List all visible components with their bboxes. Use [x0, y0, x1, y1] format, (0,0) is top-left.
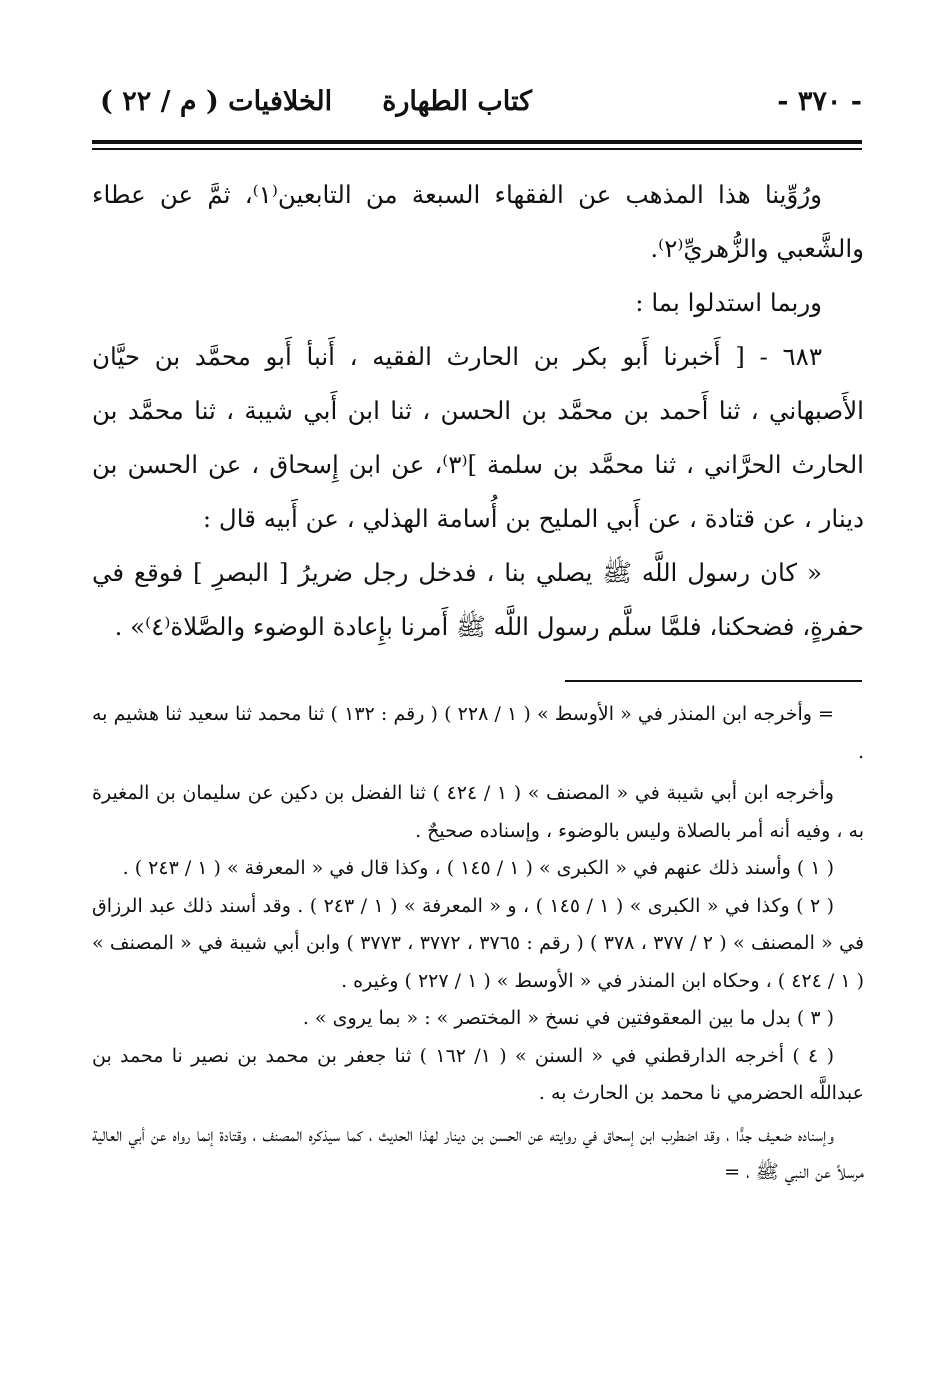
page-header	[92, 80, 862, 126]
footnote-4: ( ٤ ) أخرجه الدارقطني في « السنن » ( ١/ ١٦٢ ) ثنا جعفر بن محمد بن نصير نا محمد بن عبداللَّه الحضرمي نا محمد بن الحارث به .	[92, 1044, 864, 1104]
hadith-matn: « كان رسول اللَّه ﷺ يصلي بنا ، فدخل رجل ضريرُ [ البصرِ ] فوقع في حفرةٍ، فضحكنا، فلمَّا سلَّم رسول اللَّه ﷺ أَمرنا بإِعادة الوضوء والصَّلاة⁽٤⁾» .	[92, 558, 864, 641]
footnotes	[92, 696, 864, 1192]
hadith-isnad: ٦٨٣ - [ أَخبرنا أَبو بكر بن الحارث الفقيه ، أَنبأ أَبو محمَّد بن حيَّان الأَصبهاني ، ثنا أَحمد بن محمَّد بن الحسن ، ثنا ابن أَبي شيبة ، ثنا محمَّد بن الحارث الحرَّاني ، ثنا محمَّد بن سلمة ]⁽٣⁾، عن ابن إِسحاق ، عن الحسن بن دينار ، عن قتادة ، عن أَبي المليح بن أُسامة الهذلي ، عن أَبيه قال :	[92, 342, 864, 533]
series-title: الخلافيات ( م / ٢٢ )	[100, 86, 333, 117]
footnote-4-continued: وإسناده ضعيف جدًّا ، وقد اضطرب ابن إسحاق في روايته عن الحسن بن دينار لهذا الحديث ، كما سيذكره المصنف ، وقتادة إنما رواه عن أبي العالية مرسلاً عن النبي ﷺ ، =	[92, 1123, 864, 1183]
book-chapter-title: كتاب الطهارة	[382, 86, 532, 117]
header-rule-thin	[92, 148, 862, 150]
page-number: - ٣٧٠ -	[777, 86, 862, 117]
footnote-2: ( ٢ ) وكذا في « الكبرى » ( ١ / ١٤٥ ) ، و « المعرفة » ( ١ / ٢٤٣ ) . وقد أسند ذلك عبد الرزاق في « المصنف » ( ٢ / ٣٧٧ ، ٣٧٨ ) ( رقم : ٣٧٦٥ ، ٣٧٧٢ ، ٣٧٧٣ ) وابن أبي شيبة في « المصنف » ( ١ / ٤٢٤ ) ، وحكاه ابن المنذر في « الأوسط » ( ١ / ٢٢٧ ) وغيره .	[92, 894, 865, 992]
paragraph-evidence-intro: وربما استدلوا بما :	[635, 288, 822, 317]
footnote-separator	[565, 680, 862, 682]
main-text	[92, 168, 864, 654]
footnote-continued: = وأخرجه ابن المنذر في « الأوسط » ( ١ / ٢٢٨ ) ( رقم : ١٣٢ ) ثنا محمد ثنا سعيد ثنا هشيم به .	[92, 703, 864, 763]
footnote-1: ( ١ ) وأسند ذلك عنهم في « الكبرى » ( ١ / ١٤٥ ) ، وكذا قال في « المعرفة » ( ١ / ٢٤٣ ) .	[122, 857, 834, 879]
header-rule-thick	[92, 140, 862, 144]
footnote-3: ( ٣ ) بدل ما بين المعقوفتين في نسخ « المختصر » : « بما يروى » .	[302, 1007, 834, 1029]
paragraph-narration: ورُوِّينا هذا المذهب عن الفقهاء السبعة من التابعين⁽١⁾، ثمَّ عن عطاء والشَّعبي والزُّهريِّ⁽٢⁾.	[92, 180, 864, 263]
footnote-continued-2: وأخرجه ابن أبي شيبة في « المصنف » ( ١ / ٤٢٤ ) ثنا الفضل بن دكين عن سليمان بن المغيرة به ، وفيه أنه أمر بالصلاة وليس بالوضوء ، وإسناده صحيحٌ .	[92, 782, 864, 842]
